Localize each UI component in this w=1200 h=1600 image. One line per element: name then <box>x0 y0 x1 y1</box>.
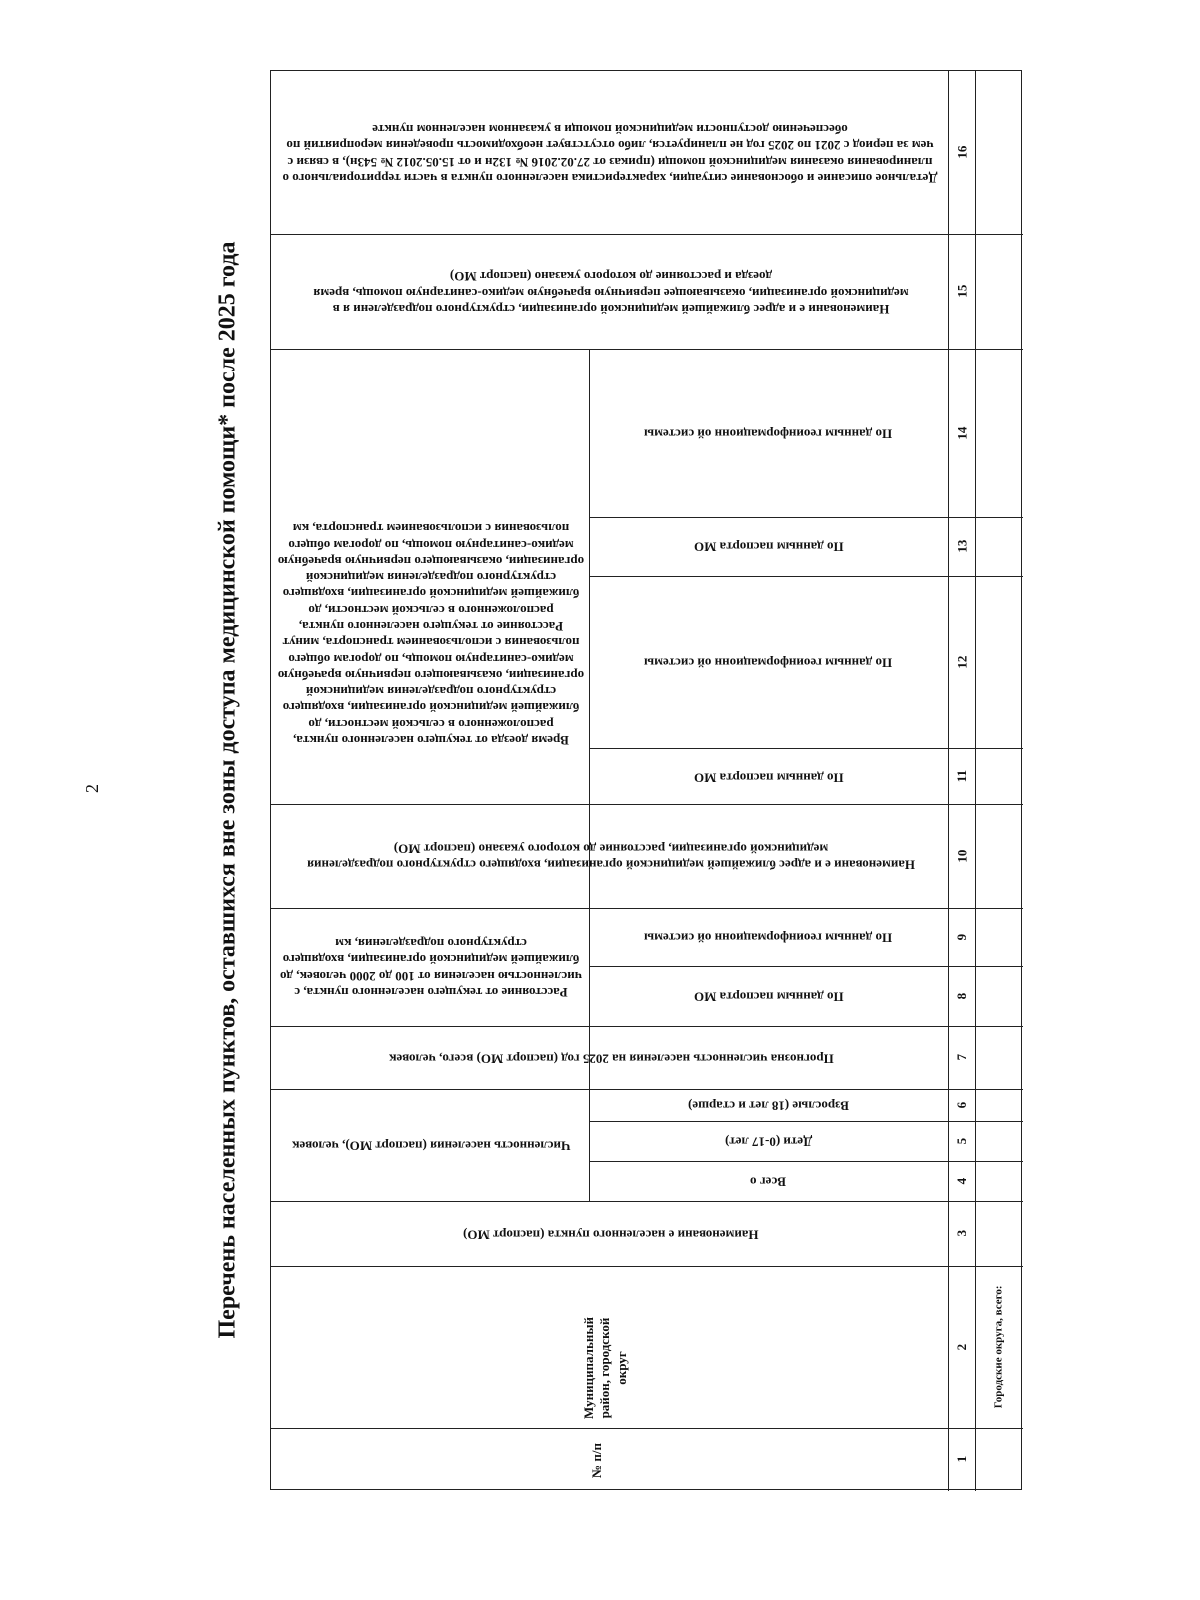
header-col7: Прогнозна численность населения на 2025 год (паспорт МО) всего, человек <box>388 1051 834 1067</box>
header-col3: Наименовани е населенного пункта (паспорт МО) <box>463 1227 759 1243</box>
column-number: 10 <box>953 849 969 863</box>
column-number: 13 <box>953 540 969 553</box>
header-col15: Наименовани е и адрес ближайшей медицинской организации, структурного подразделени я в медицинской организации, оказывающее первичную врачебную медико-санитарную помощь, время доезда и расстояние до которого указано (паспорт МО) <box>313 268 909 317</box>
column-number: 14 <box>953 426 969 440</box>
header-col8-9-group: Расстояние от текущего населенного пункта, с численностью населения от 100 до 2000 человек, до ближайшей медицинской организации, входящего структурного подразделения, км <box>279 936 583 1000</box>
total-row-label: Городские округа, всего: <box>992 1285 1005 1409</box>
header-col5: Дети (0-17 лет) <box>724 1134 813 1150</box>
header-col9: По данным геоинформационн ой системы <box>644 930 893 946</box>
column-number: 8 <box>953 992 969 1000</box>
header-col1: № п/п <box>589 1443 604 1478</box>
column-number: 11 <box>953 769 969 783</box>
header-col4: Всег о <box>750 1174 787 1190</box>
header-col6: Взрослые (18 лет и старше) <box>688 1098 849 1114</box>
column-number: 1 <box>953 1456 969 1463</box>
column-number: 7 <box>953 1054 969 1061</box>
column-number: 16 <box>953 146 969 159</box>
header-col4-6-group: Численность населения (паспорт МО), человек <box>291 1138 571 1154</box>
header-col11-12-group: Время доезда от текущего населенного пункта, расположенного в сельской местности, до ближайшей медицинской организации, входящего структурного подразделения медицинской организации, оказывающего первичную врачебную медико-санитарную помощь, по дорогам общего пользования с использованием транспорта, минут <box>277 634 585 748</box>
header-col8: По данным паспорта МО <box>693 989 844 1005</box>
page-title: Перечень населенных пунктов, оставшихся вне зоны доступа медицинской помощи* после 2025 года <box>214 241 241 1339</box>
data-table <box>270 70 1022 1490</box>
column-number: 12 <box>953 655 969 669</box>
header-col13-14-group: Расстояние от текущего населенного пункта, расположенного в сельской местности, до ближайшей медицинской организации, входящего структурного подразделения медицинской организации, оказывающего первичную врачебную медико-санитарную помощь, по дорогам общего пользования с использованием транспорта, км <box>277 521 585 634</box>
header-col11: По данным паспорта МО <box>693 770 844 786</box>
header-col13: По данным паспорта МО <box>693 539 844 555</box>
page-number: 2 <box>82 784 102 793</box>
header-col10: Наименовани е и адрес ближайшей медицинской организации, входящего структурного подразделения медицинской организации, расстояние до которого указано (паспорт МО) <box>307 841 915 873</box>
column-number: 2 <box>953 1343 969 1351</box>
column-number: 3 <box>953 1230 969 1237</box>
column-number: 4 <box>953 1177 969 1185</box>
header-col2: Муниципальный район, городской округ <box>581 1317 629 1419</box>
header-col16: Детальное описание и обоснование ситуации, характеристика населенного пункта в части территориального о планирования оказания медицинской помощи (приказ от 27.02.2016 № 132н и от 15.05.2012 № 543н), в связи с чем за период с 2021 по 2025 год не планируется, либо отсутствует необходимость проведения мероприятий по обеспечению доступности медицинской помощи в указанном населенном пункте <box>282 121 938 186</box>
column-number: 15 <box>953 285 969 298</box>
column-number: 5 <box>953 1137 969 1145</box>
column-number: 9 <box>953 933 969 941</box>
header-col14: По данным геоинформационн ой системы <box>644 426 893 442</box>
header-col12: По данным геоинформационн ой системы <box>644 655 893 671</box>
column-number: 6 <box>953 1101 969 1109</box>
